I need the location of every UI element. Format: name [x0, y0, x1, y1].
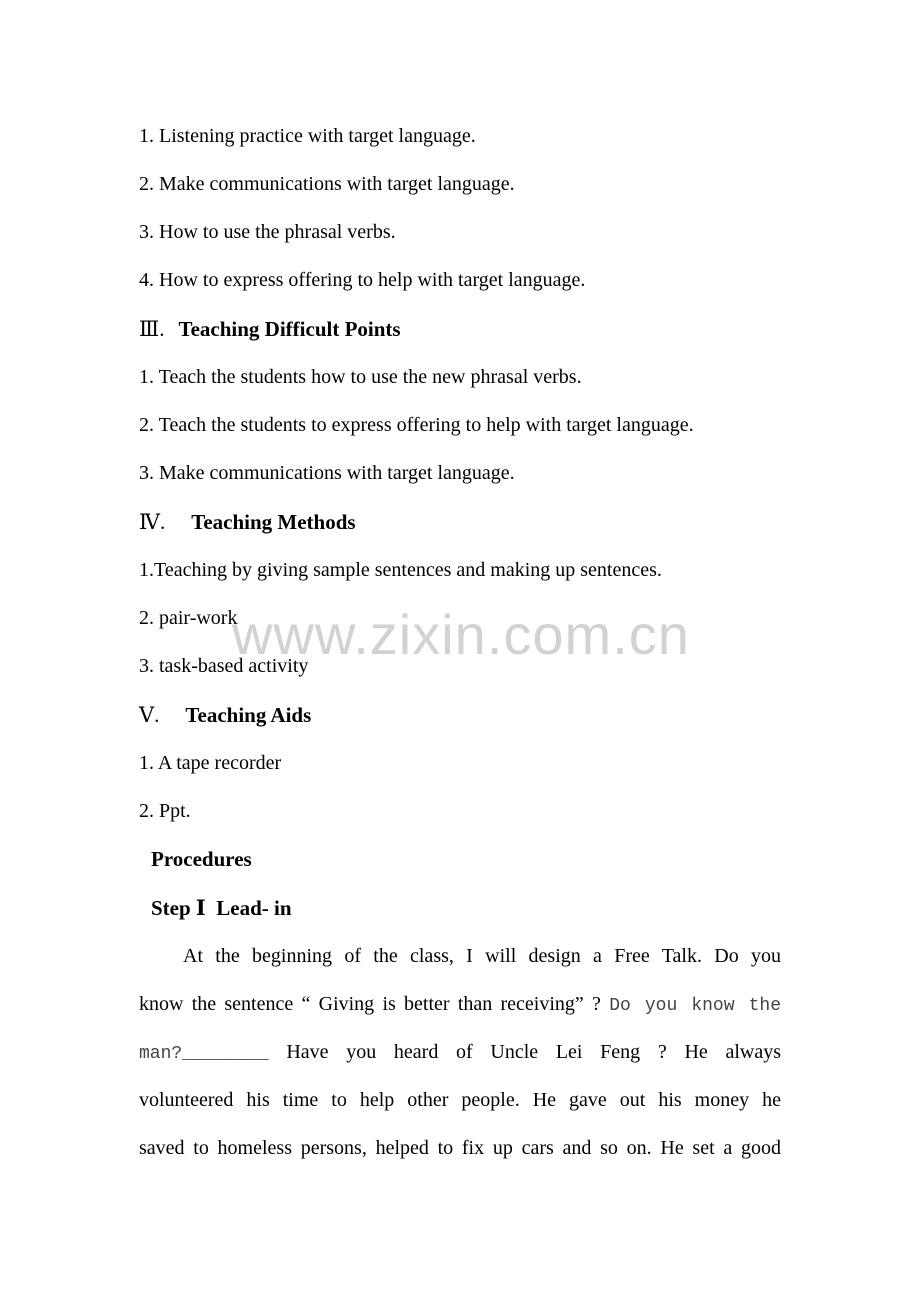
paragraph-blank: man?________: [139, 1044, 269, 1064]
paragraph-text: Have you heard of Uncle Lei Feng ? He always: [286, 1041, 781, 1063]
method-item-1: 1.Teaching by giving sample sentences and making up sentences.: [139, 559, 662, 581]
section-numeral: Ⅳ.: [139, 510, 166, 534]
paragraph-line-5: saved to homeless persons, helped to fix up cars and so on. He set a good: [139, 1137, 781, 1159]
goal-item-1: 1. Listening practice with target language.: [139, 125, 476, 147]
section-title: Teaching Aids: [185, 703, 312, 727]
section-numeral: Ⅲ.: [139, 317, 165, 341]
paragraph-line-1: At the beginning of the class, I will design a Free Talk. Do you: [183, 945, 781, 967]
section-numeral: Ⅴ.: [139, 703, 160, 727]
paragraph-text: know the sentence “ Giving is better than receiving” ?: [139, 993, 601, 1015]
aid-item-2: 2. Ppt.: [139, 800, 191, 822]
difficult-item-3: 3. Make communications with target language.: [139, 462, 515, 484]
goal-item-4: 4. How to express offering to help with target language.: [139, 269, 586, 291]
section-title: Teaching Methods: [191, 510, 356, 534]
section-heading-difficult-points: [139, 317, 401, 341]
paragraph-line-4: volunteered his time to help other people. He gave out his money he: [139, 1089, 781, 1111]
watermark: www.zixin.com.cn: [232, 603, 690, 666]
paragraph-question: Do you know the: [609, 996, 782, 1016]
goal-item-2: 2. Make communications with target language.: [139, 173, 515, 195]
goal-item-3: 3. How to use the phrasal verbs.: [139, 221, 396, 243]
paragraph-line-2: [139, 992, 781, 1016]
method-item-3: 3. task-based activity: [139, 655, 309, 677]
section-heading-teaching-methods: [139, 510, 356, 534]
difficult-item-1: 1. Teach the students how to use the new phrasal verbs.: [139, 366, 582, 388]
paragraph-line-3: [139, 1040, 781, 1064]
section-title: Teaching Difficult Points: [178, 317, 401, 341]
difficult-item-2: 2. Teach the students to express offering to help with target language.: [139, 414, 694, 436]
method-item-2: 2. pair-work: [139, 607, 238, 629]
section-heading-teaching-aids: [139, 703, 311, 727]
procedures-heading: Procedures: [151, 847, 252, 871]
aid-item-1: 1. A tape recorder: [139, 752, 282, 774]
step-heading-lead-in: Step Ⅰ Lead- in: [151, 896, 292, 920]
